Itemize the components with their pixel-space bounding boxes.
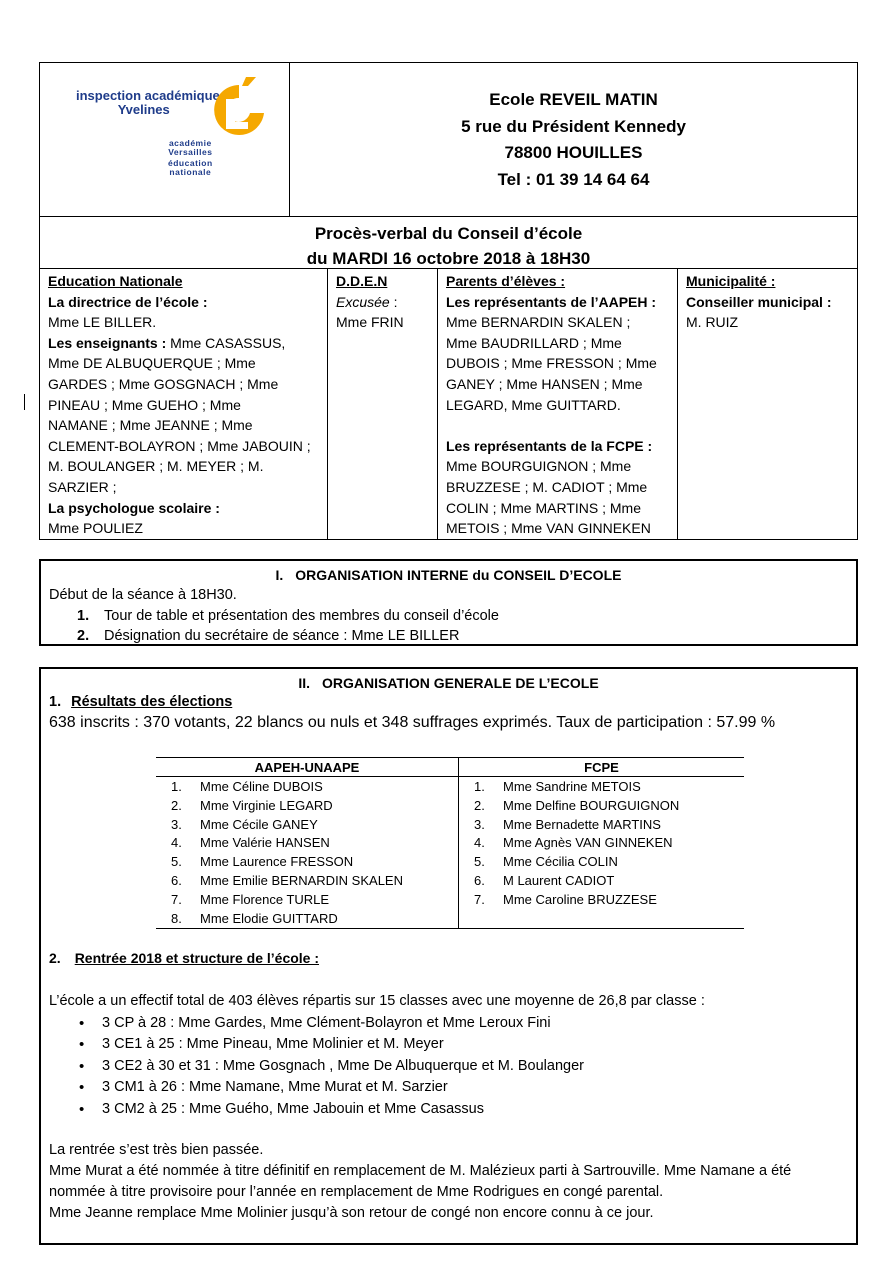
school-address (290, 63, 857, 216)
table-row: 2. Mme Virginie LEGARD (171, 797, 333, 813)
table-row: 3. Mme Bernadette MARTINS (474, 816, 661, 832)
attendees-education: Education Nationale La directrice de l’école : Mme LE BILLER. Les enseignants : Mme CASASSUS, Mme DE ALBUQUERQUE ; Mme GARDES ; Mme GOSGNACH ; Mme PINEAU ; Mme GUEHO ; Mme NAMANE ; Mme JEANNE ; Mme CLEMENT-BOLAYRON ; Mme JABOUIN ; M. BOULANGER ; M. MEYER ; M. SARZIER ; La psychologue scolaire : Mme POULIEZ (40, 269, 328, 539)
session-start: Début de la séance à 18H30. (49, 587, 237, 603)
class-list (49, 1013, 705, 1121)
list-item: • 3 CM1 à 26 : Mme Namane, Mme Murat et M. Sarzier (49, 1077, 705, 1099)
pv-date: du MARDI 16 octobre 2018 à 18H30 (306, 249, 591, 268)
logo-subtitle: académie Versailles éducation nationale (168, 138, 213, 177)
table-row: 5. Mme Laurence FRESSON (171, 854, 354, 870)
fcpe-list (459, 777, 744, 928)
list-item: • 3 CM2 à 25 : Mme Guého, Mme Jabouin et Mme Casassus (49, 1099, 705, 1121)
table-row: 7. Mme Florence TURLE (171, 891, 330, 907)
table-row: 2. Mme Delfine BOURGUIGNON (474, 797, 680, 813)
pv-title: Procès-verbal du Conseil d’école (314, 224, 583, 243)
school-structure (49, 991, 705, 1120)
structure-intro: L’école a un effectif total de 403 élèves répartis sur 15 classes avec une moyenne de 26,8 par classe : (49, 993, 705, 1009)
fcpe-header: FCPE (584, 760, 619, 775)
list-item: 2. Désignation du secrétaire de séance : Mme LE BILLER (77, 628, 460, 644)
list-item: 1. Tour de table et présentation des membres du conseil d’école (77, 607, 499, 624)
school-street: 5 rue du Président Kennedy (461, 116, 686, 136)
table-row: 5. Mme Cécilia COLIN (474, 854, 618, 870)
table-row: 6. Mme Emilie BERNARDIN SKALEN (171, 872, 403, 888)
section-internal-organisation (39, 559, 858, 646)
attendees-municipality: Municipalité : Conseiller municipal : M. RUIZ (686, 273, 832, 331)
election-results-heading: 1. Résultats des élections (49, 694, 233, 710)
section-general-organisation (39, 667, 858, 1245)
list-item: • 3 CP à 28 : Mme Gardes, Mme Clément-Bolayron et Mme Leroux Fini (49, 1013, 705, 1035)
table-row: 8. Mme Elodie GUITTARD (171, 910, 338, 926)
closing-notes: La rentrée s’est très bien passée. Mme Murat a été nommée à titre définitif en remplacement de M. Malézieux parti à Sartrouville. Mme Namane a été nommée à titre provisoire pour l’année en remplacement de Mme Rodrigues en congé parental. Mme Jeanne remplace Mme Molinier jusqu’à son retour de congé non encore connu à ce jour. (49, 1142, 792, 1221)
table-row: 4. Mme Agnès VAN GINNEKEN (474, 835, 673, 851)
school-tel: Tel : 01 39 14 64 64 (497, 169, 650, 189)
header-table (39, 62, 858, 540)
attendees-parents: Parents d’élèves : Les représentants de l’AAPEH : Mme BERNARDIN SKALEN ; Mme BAUDRILLARD ; Mme DUBOIS ; Mme FRESSON ; Mme GANEY ; Mme HANSEN ; Mme LEGARD, Mme GUITTARD. Les représentants de la FCPE : Mme BOURGUIGNON ; Mme BRUZZESE ; M. CADIOT ; Mme COLIN ; Mme MARTINS ; Mme METOIS ; Mme VAN GINNEKEN (438, 269, 678, 539)
logo-cell (40, 63, 290, 216)
school-structure-heading: 2. Rentrée 2018 et structure de l’école : (49, 950, 320, 966)
logo-e-icon (210, 77, 268, 139)
attendees-dden: D.D.E.N Excusée : Mme FRIN (328, 269, 438, 539)
table-row: 1. Mme Céline DUBOIS (171, 779, 323, 794)
section2-title: II. ORGANISATION GENERALE DE L’ECOLE (298, 675, 599, 691)
table-row: 6. M Laurent CADIOT (474, 872, 615, 888)
election-stats: 638 inscrits : 370 votants, 22 blancs ou nuls et 348 suffrages exprimés. Taux de participation : 57.99 % (49, 714, 776, 731)
logo-wordmark: inspection académique Yvelines (76, 88, 220, 117)
elected-representatives-table (156, 757, 744, 929)
pv-title-cell (40, 216, 857, 269)
section1-title: I. ORGANISATION INTERNE du CONSEIL D’ECOLE (275, 567, 622, 583)
margin-mark (24, 394, 25, 410)
aapeh-list (156, 777, 459, 928)
table-row: 4. Mme Valérie HANSEN (171, 835, 330, 851)
table-row: 7. Mme Caroline BRUZZESE (474, 891, 657, 907)
list-item: • 3 CE2 à 30 et 31 : Mme Gosgnach , Mme De Albuquerque et M. Boulanger (49, 1056, 705, 1078)
table-row: 3. Mme Cécile GANEY (171, 816, 318, 832)
table-row: 1. Mme Sandrine METOIS (474, 779, 641, 794)
aapeh-header: AAPEH-UNAAPE (156, 758, 459, 776)
school-name: Ecole REVEIL MATIN (489, 90, 658, 109)
school-city: 78800 HOUILLES (504, 143, 643, 162)
list-item: • 3 CE1 à 25 : Mme Pineau, Mme Molinier et M. Meyer (49, 1034, 705, 1056)
agenda-list (49, 606, 499, 647)
